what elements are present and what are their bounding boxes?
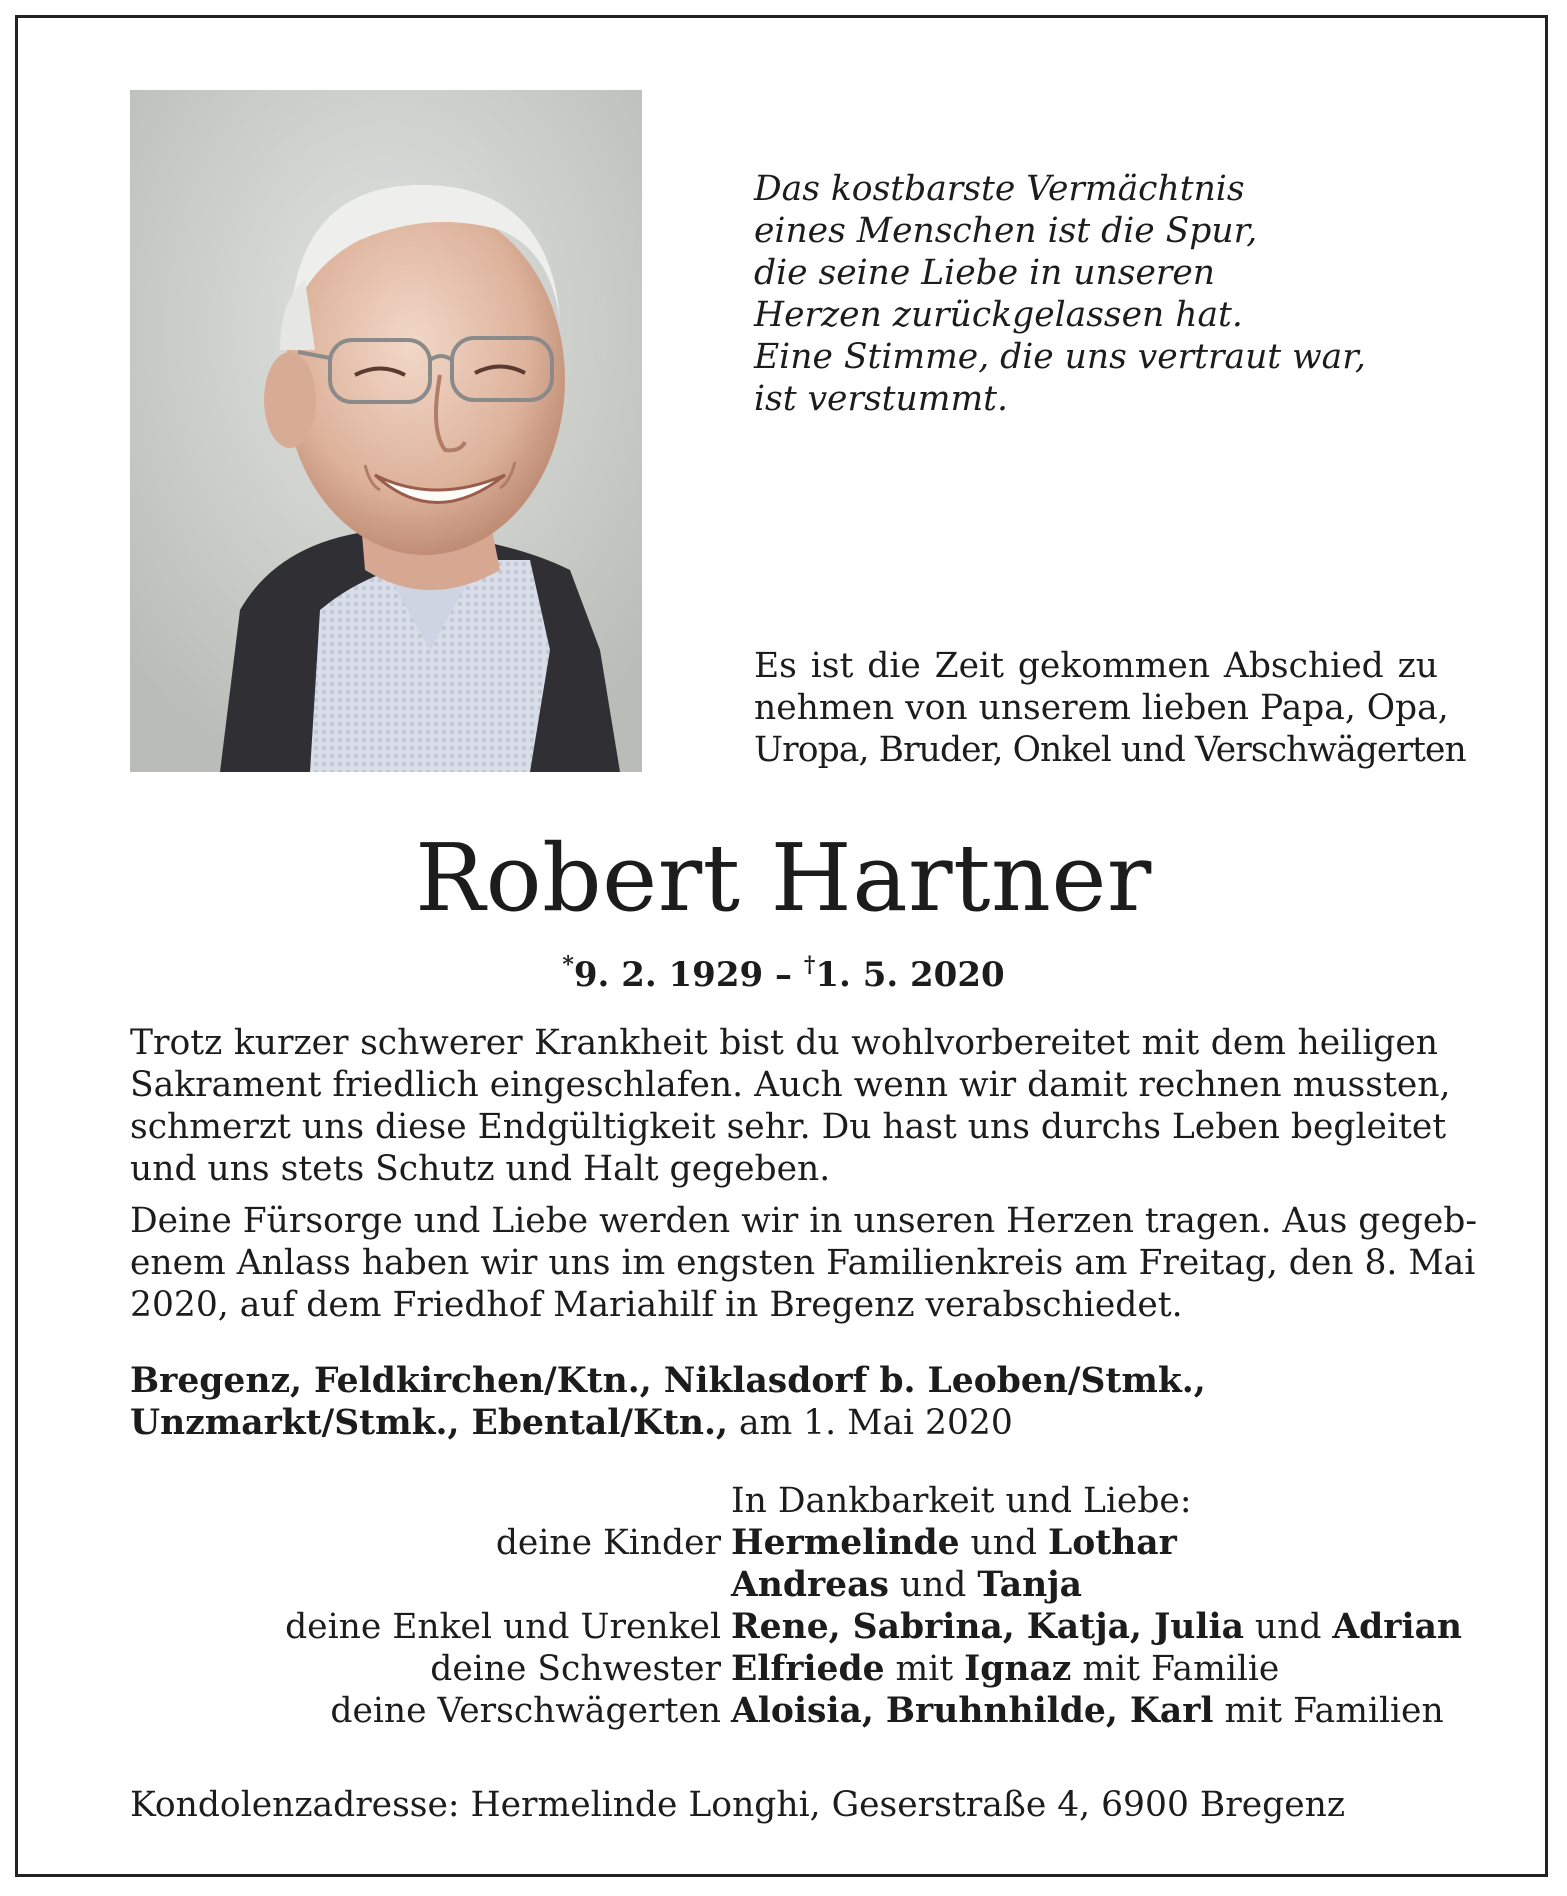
deceased-name: Robert Hartner bbox=[415, 824, 1152, 932]
portrait-photo bbox=[130, 90, 642, 772]
family-relation: deine Enkel und Urenkel bbox=[285, 1607, 721, 1647]
family-member-name: Ignaz bbox=[964, 1649, 1072, 1689]
family-member-name: Lothar bbox=[1048, 1523, 1177, 1563]
family-names bbox=[731, 1522, 1177, 1564]
connector-text: mit Familien bbox=[1213, 1691, 1444, 1731]
places-line-1: Bregenz, Feldkirchen/Ktn., Niklasdorf b. Leoben/Stmk., bbox=[130, 1361, 1206, 1401]
condolence-address: Kondolenzadresse: Hermelinde Longhi, Geserstraße 4, 6900 Bregenz bbox=[130, 1785, 1346, 1825]
death-symbol: † bbox=[803, 952, 816, 978]
family-relation: deine Verschwägerten bbox=[330, 1691, 721, 1731]
memorial-poem bbox=[754, 168, 1366, 420]
text-line: 2020, auf dem Friedhof Mariahilf in Bregenz verabschiedet. bbox=[130, 1285, 1183, 1325]
family-row bbox=[0, 1606, 1567, 1648]
birth-symbol: * bbox=[562, 952, 574, 978]
family-relation: deine Schwester bbox=[430, 1649, 721, 1689]
family-names bbox=[731, 1606, 1462, 1648]
family-list bbox=[0, 1522, 1567, 1732]
family-row bbox=[0, 1522, 1567, 1564]
text-line: und uns stets Schutz und Halt gegeben. bbox=[130, 1149, 831, 1189]
paragraph-2 bbox=[130, 1200, 1478, 1326]
intro-line: Es ist die Zeit gekommen Abschied zu bbox=[754, 646, 1438, 686]
connector-text: und bbox=[959, 1523, 1049, 1563]
family-member-name: Andreas bbox=[731, 1565, 889, 1605]
life-dates bbox=[0, 945, 1567, 995]
family-names bbox=[731, 1564, 1082, 1606]
portrait-illustration bbox=[130, 90, 642, 772]
poem-line: eines Menschen ist die Spur, bbox=[754, 211, 1258, 251]
poem-line: Herzen zurückgelassen hat. bbox=[754, 295, 1243, 335]
connector-text: mit bbox=[884, 1649, 965, 1689]
places-and-date bbox=[130, 1360, 1206, 1444]
connector-text: und bbox=[888, 1565, 978, 1605]
family-row bbox=[0, 1564, 1567, 1606]
text-line: enem Anlass haben wir uns im engsten Familienkreis am Freitag, den 8. Mai bbox=[130, 1243, 1476, 1283]
connector-text: und bbox=[1243, 1607, 1333, 1647]
family-member-name: Adrian bbox=[1332, 1607, 1463, 1647]
poem-line: ist verstummt. bbox=[754, 379, 1009, 419]
family-relation: deine Kinder bbox=[495, 1523, 721, 1563]
text-line: Deine Fürsorge und Liebe werden wir in unseren Herzen tragen. Aus gegeb- bbox=[130, 1201, 1478, 1241]
obituary-text bbox=[130, 1022, 1478, 1326]
places-line-2: Unzmarkt/Stmk., Ebental/Ktn., bbox=[130, 1403, 729, 1443]
family-member-name: Aloisia, Bruhnhilde, Karl bbox=[731, 1691, 1214, 1731]
family-names bbox=[731, 1690, 1444, 1732]
family-row bbox=[0, 1690, 1567, 1732]
closing-phrase: In Dankbarkeit und Liebe: bbox=[731, 1481, 1192, 1521]
connector-text: mit Familie bbox=[1071, 1649, 1280, 1689]
paragraph-1 bbox=[130, 1022, 1451, 1190]
poem-line: Das kostbarste Vermächtnis bbox=[754, 169, 1245, 209]
intro-text bbox=[754, 645, 1466, 771]
date-separator: – bbox=[763, 955, 804, 995]
poem-line: Eine Stimme, die uns vertraut war, bbox=[754, 337, 1366, 377]
family-row bbox=[0, 1648, 1567, 1690]
family-member-name: Elfriede bbox=[731, 1649, 885, 1689]
family-member-name: Rene, Sabrina, Katja, Julia bbox=[731, 1607, 1244, 1647]
birth-date: 9. 2. 1929 bbox=[573, 955, 764, 995]
family-names bbox=[731, 1648, 1279, 1690]
text-line: schmerzt uns diese Endgültigkeit sehr. Du hast uns durchs Leben begleitet bbox=[130, 1107, 1447, 1147]
intro-line: Uropa, Bruder, Onkel und Verschwägerten bbox=[754, 730, 1466, 770]
family-member-name: Hermelinde bbox=[731, 1523, 960, 1563]
intro-line: nehmen von unserem lieben Papa, Opa, bbox=[754, 688, 1449, 728]
poem-line: die seine Liebe in unseren bbox=[754, 253, 1215, 293]
death-date: 1. 5. 2020 bbox=[815, 955, 1005, 995]
text-line: Sakrament friedlich eingeschlafen. Auch wenn wir damit rechnen mussten, bbox=[130, 1065, 1451, 1105]
notice-date: am 1. Mai 2020 bbox=[728, 1403, 1013, 1443]
family-member-name: Tanja bbox=[977, 1565, 1083, 1605]
text-line: Trotz kurzer schwerer Krankheit bist du wohlvorbereitet mit dem heiligen bbox=[130, 1023, 1438, 1063]
